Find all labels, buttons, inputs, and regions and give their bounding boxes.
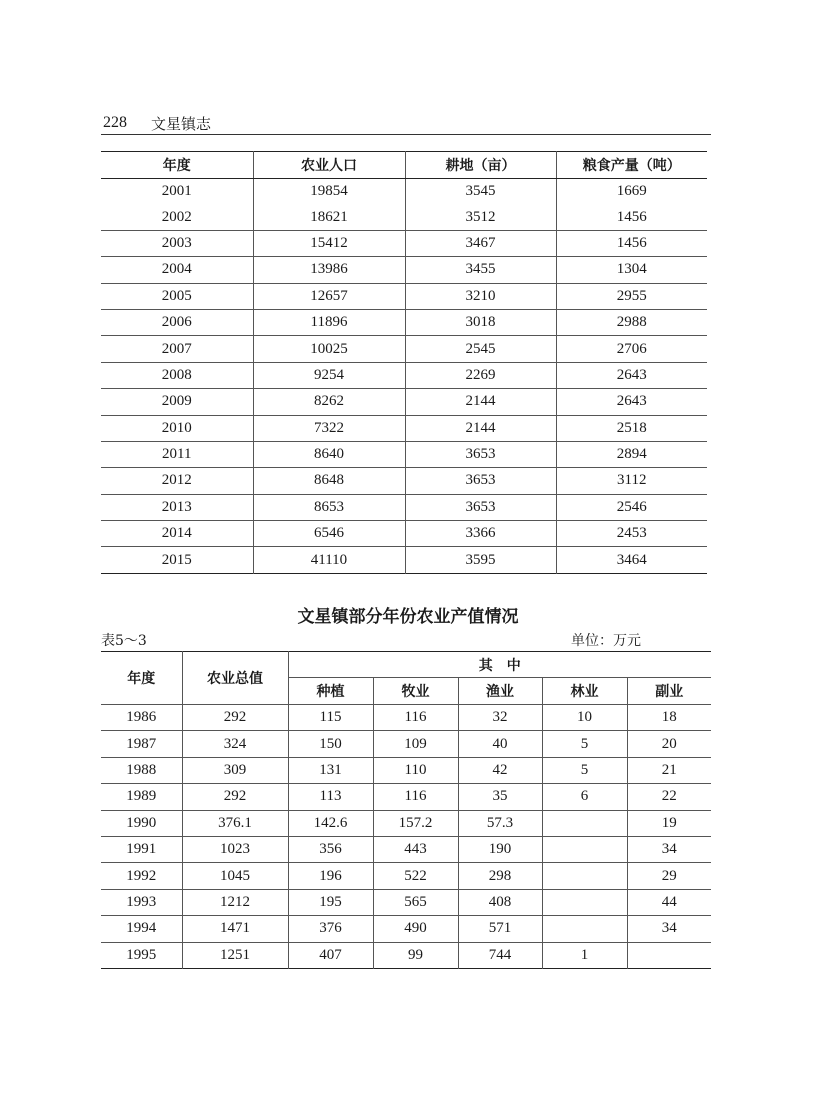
table-cell: 20	[627, 731, 711, 757]
table-cell: 11896	[253, 309, 405, 335]
table-cell: 490	[373, 916, 458, 942]
table-cell: 2643	[556, 389, 707, 415]
table-cell: 6	[542, 784, 627, 810]
table-cell: 1990	[101, 810, 182, 836]
table-cell: 21	[627, 757, 711, 783]
table-cell: 2001	[101, 179, 253, 205]
table-cell: 29	[627, 863, 711, 889]
table2-title: 文星镇部分年份农业产值情况	[297, 607, 519, 627]
table-row	[101, 389, 707, 415]
page-header	[101, 112, 711, 135]
table-cell: 2010	[101, 415, 253, 441]
table-cell: 309	[182, 757, 288, 783]
table-cell: 109	[373, 731, 458, 757]
table-cell: 2005	[101, 283, 253, 309]
col-header-planting: 种植	[288, 678, 373, 705]
table-cell: 99	[373, 942, 458, 968]
col-header-year: 年度	[127, 671, 156, 687]
table-cell: 2002	[161, 208, 192, 225]
table-cell: 376	[288, 916, 373, 942]
table-cell: 2014	[101, 521, 253, 547]
table-cell: 1989	[101, 784, 182, 810]
table-row	[101, 889, 711, 915]
table-cell: 13986	[253, 257, 405, 283]
col-header-fishery: 渔业	[458, 678, 542, 705]
table-cell: 2546	[556, 494, 707, 520]
table-cell: 2013	[101, 494, 253, 520]
table-cell: 150	[288, 731, 373, 757]
table-cell: 3595	[405, 547, 556, 573]
table-row	[101, 863, 711, 889]
table-cell: 2988	[556, 309, 707, 335]
table-number: 表5～3	[101, 633, 147, 649]
table-row	[101, 415, 707, 441]
table-row	[101, 705, 711, 731]
table-cell: 115	[288, 705, 373, 731]
table-cell: 42	[458, 757, 542, 783]
table-cell: 2518	[556, 415, 707, 441]
table-row	[101, 810, 711, 836]
table-cell: 1987	[101, 731, 182, 757]
col-header-year: 年度	[101, 152, 253, 179]
table-row	[101, 942, 711, 968]
table-row	[101, 468, 707, 494]
table-cell: 565	[373, 889, 458, 915]
table-cell: 292	[182, 705, 288, 731]
table-cell: 1304	[556, 257, 707, 283]
table-row	[101, 283, 707, 309]
table-cell: 12657	[253, 283, 405, 309]
table-cell: 5	[542, 757, 627, 783]
table-cell: 10025	[253, 336, 405, 362]
table-cell: 19	[627, 810, 711, 836]
table-row	[101, 521, 707, 547]
table-cell: 2007	[101, 336, 253, 362]
table-cell: 2955	[556, 283, 707, 309]
table-cell	[542, 810, 627, 836]
table-cell: 10	[542, 705, 627, 731]
table-cell: 22	[627, 784, 711, 810]
table-cell: 3467	[405, 230, 556, 256]
table-cell: 2545	[405, 336, 556, 362]
table-cell	[542, 889, 627, 915]
table-cell: 110	[373, 757, 458, 783]
table-cell: 408	[458, 889, 542, 915]
table-cell: 1988	[101, 757, 182, 783]
table-cell: 3112	[556, 468, 707, 494]
table-cell: 3018	[405, 309, 556, 335]
table-cell: 6546	[253, 521, 405, 547]
table-cell: 3366	[405, 521, 556, 547]
table-cell: 8648	[253, 468, 405, 494]
table-cell: 3464	[556, 547, 707, 573]
table-row	[101, 494, 707, 520]
table-row	[101, 309, 707, 335]
table-row	[101, 362, 707, 388]
col-header-farmland: 耕地（亩）	[405, 152, 556, 179]
table-cell	[542, 916, 627, 942]
table-cell: 2008	[101, 362, 253, 388]
table-cell: 1	[542, 942, 627, 968]
table-cell: 3653	[405, 494, 556, 520]
table-cell: 5	[542, 731, 627, 757]
table-cell: 3653	[405, 468, 556, 494]
table-cell: 1669	[556, 179, 707, 205]
table-cell: 571	[458, 916, 542, 942]
table-cell: 195	[288, 889, 373, 915]
table-cell: 3512	[405, 204, 556, 230]
col-header-agri-population: 农业人口	[253, 152, 405, 179]
table-cell: 2003	[101, 230, 253, 256]
table-cell: 7322	[253, 415, 405, 441]
table-row	[101, 230, 707, 256]
table-cell: 2144	[405, 415, 556, 441]
table-cell: 116	[373, 784, 458, 810]
table-cell: 131	[288, 757, 373, 783]
table-cell: 2015	[101, 547, 253, 573]
col-header-forestry: 林业	[542, 678, 627, 705]
book-title: 文星镇志	[151, 115, 212, 133]
col-header-total-value: 农业总值	[182, 652, 288, 705]
table-cell: 157.2	[373, 810, 458, 836]
page-number: 228	[103, 114, 127, 131]
table-cell: 2012	[101, 468, 253, 494]
table-cell: 1995	[101, 942, 182, 968]
table-cell: 32	[458, 705, 542, 731]
table-cell	[542, 836, 627, 862]
table-cell: 1992	[101, 863, 182, 889]
population-farmland-grain-table	[101, 151, 707, 574]
table-cell: 3545	[405, 179, 556, 205]
table-cell: 1251	[182, 942, 288, 968]
table-cell: 1212	[182, 889, 288, 915]
table-header-row	[101, 152, 707, 179]
table-cell: 2011	[101, 441, 253, 467]
table-cell: 2006	[101, 309, 253, 335]
table-row	[101, 731, 711, 757]
table-cell: 3455	[405, 257, 556, 283]
table-row	[101, 784, 711, 810]
table-cell: 1993	[101, 889, 182, 915]
table-cell: 1456	[556, 230, 707, 256]
table-cell: 324	[182, 731, 288, 757]
col-header-sideline: 副业	[627, 678, 711, 705]
table-row	[101, 179, 707, 205]
table-cell: 522	[373, 863, 458, 889]
table-cell: 2144	[405, 389, 556, 415]
table-cell: 744	[458, 942, 542, 968]
table-row	[101, 547, 707, 573]
table-cell: 34	[627, 916, 711, 942]
table-row	[101, 204, 707, 230]
table-header-row	[101, 652, 711, 678]
table-cell: 1994	[101, 916, 182, 942]
table-cell: 443	[373, 836, 458, 862]
table-cell: 1456	[556, 204, 707, 230]
table-cell: 40	[458, 731, 542, 757]
table-cell: 1471	[182, 916, 288, 942]
table-cell: 2706	[556, 336, 707, 362]
table-cell: 2009	[101, 389, 253, 415]
table-cell: 57.3	[458, 810, 542, 836]
table-cell: 196	[288, 863, 373, 889]
table-cell: 1986	[101, 705, 182, 731]
table-cell: 18	[627, 705, 711, 731]
table-cell: 190	[458, 836, 542, 862]
table-cell: 116	[373, 705, 458, 731]
table-cell: 298	[458, 863, 542, 889]
agri-output-value-table	[101, 651, 711, 969]
table-cell: 407	[288, 942, 373, 968]
table-row	[101, 836, 711, 862]
table-cell: 376.1	[182, 810, 288, 836]
table-cell: 18621	[253, 204, 405, 230]
table-cell: 44	[627, 889, 711, 915]
table-cell: 8640	[253, 441, 405, 467]
table-cell: 8653	[253, 494, 405, 520]
table-cell: 19854	[253, 179, 405, 205]
table-row	[101, 257, 707, 283]
table-cell: 1045	[182, 863, 288, 889]
table-cell: 292	[182, 784, 288, 810]
unit-label: 单位：万元	[571, 633, 641, 649]
table-cell: 356	[288, 836, 373, 862]
table-cell: 1023	[182, 836, 288, 862]
table-cell: 2269	[405, 362, 556, 388]
table-row	[101, 916, 711, 942]
table-cell: 8262	[253, 389, 405, 415]
table-cell: 3210	[405, 283, 556, 309]
table-row	[101, 336, 707, 362]
table-cell: 2004	[101, 257, 253, 283]
col-header-grain-output: 粮食产量（吨）	[556, 152, 707, 179]
table-cell: 34	[627, 836, 711, 862]
table-cell: 9254	[253, 362, 405, 388]
table-cell: 2643	[556, 362, 707, 388]
table-cell: 35	[458, 784, 542, 810]
table-row	[101, 441, 707, 467]
table-row	[101, 757, 711, 783]
table-cell: 142.6	[288, 810, 373, 836]
table-cell	[627, 942, 711, 968]
table-cell: 113	[288, 784, 373, 810]
col-header-of-which: 其 中	[288, 652, 711, 678]
table-cell: 1991	[101, 836, 182, 862]
table-cell: 15412	[253, 230, 405, 256]
table-cell: 2453	[556, 521, 707, 547]
table-cell	[542, 863, 627, 889]
table-cell: 2894	[556, 441, 707, 467]
table-cell: 3653	[405, 441, 556, 467]
table-cell: 41110	[253, 547, 405, 573]
col-header-livestock: 牧业	[373, 678, 458, 705]
